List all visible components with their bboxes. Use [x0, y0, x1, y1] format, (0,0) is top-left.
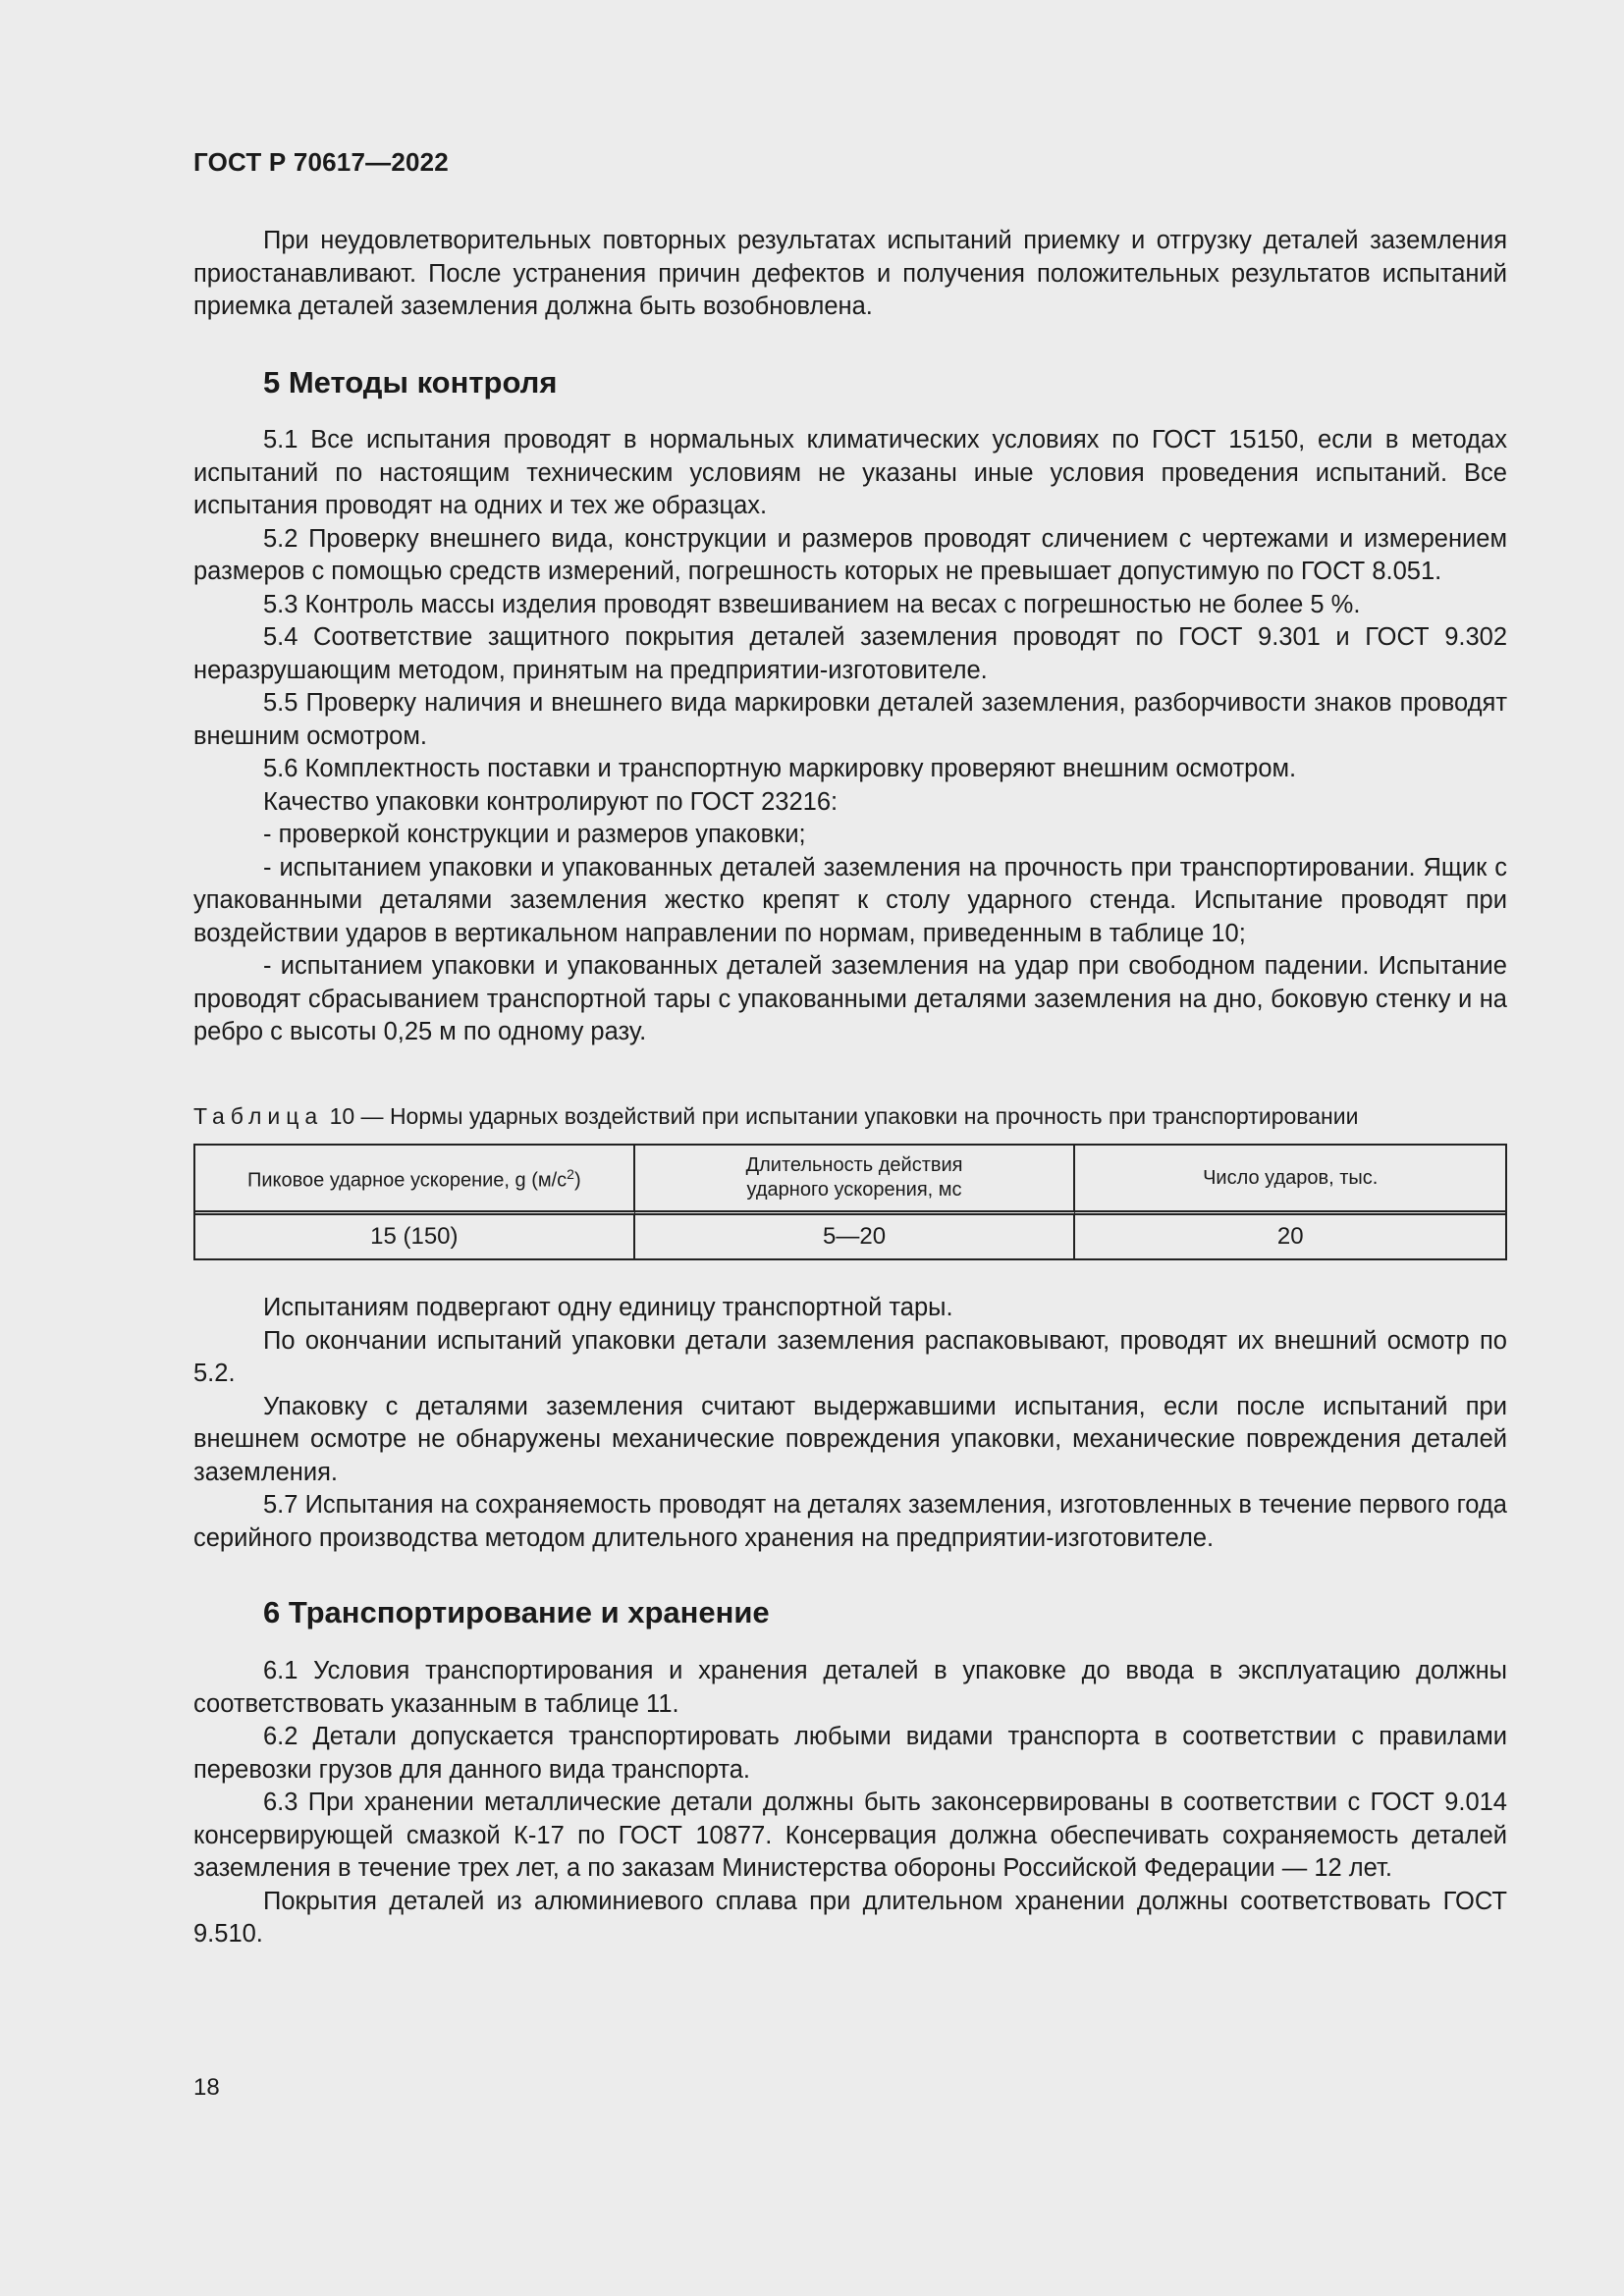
- norms-table-container: [193, 1144, 1507, 1260]
- page-number: 18: [193, 2074, 220, 2101]
- table-header-row: [195, 1146, 1505, 1215]
- list-item-free-fall: - испытанием упаковки и упакованных деталей заземления на удар при свободном падении. Испытание проводят сбрасыванием транспортной тары с упакованными деталями заземления на дно, боковую стенку и на ребро с высоты 0,25 м по одному разу.: [193, 952, 1507, 1045]
- cell-number-of-shocks: 20: [1276, 1223, 1304, 1250]
- paragraph-aluminium-coating: Покрытия деталей из алюминиевого сплава при длительном хранении должны соответствовать ГОСТ 9.510.: [193, 1887, 1507, 1948]
- header-duration: Длительность действия ударного ускорения, мс: [635, 1146, 1076, 1215]
- section-5-body: [193, 424, 1507, 1049]
- table-caption-label: Таблица: [193, 1103, 324, 1129]
- list-item-construction-check: - проверкой конструкции и размеров упаковки;: [263, 821, 806, 848]
- paragraph-5-4: 5.4 Соответствие защитного покрытия деталей заземления проводят по ГОСТ 9.301 и ГОСТ 9.302 неразрушающим методом, принятым на предприятии-изготовителе.: [193, 623, 1507, 684]
- paragraph-5-2: 5.2 Проверку внешнего вида, конструкции и размеров проводят сличением с чертежами и измерением размеров с помощью средств измерений, погрешность которых не превышает допустимую по ГОСТ 8.051.: [193, 524, 1507, 585]
- section-5-title: 5 Методы контроля: [263, 365, 558, 400]
- paragraph-one-unit: Испытаниям подвергают одну единицу транспортной тары.: [263, 1294, 953, 1321]
- section-6-title-block: [193, 1595, 1507, 1630]
- header-peak-acceleration: Пиковое ударное ускорение, g $(м/с^2)$: [195, 1146, 635, 1215]
- paragraph-5-1: 5.1 Все испытания проводят в нормальных климатических условиях по ГОСТ 15150, если в методах испытаний по настоящим техническим условиям не указаны иные условия проведения испытаний. Все испытания проводят на одних и тех же образцах.: [193, 426, 1507, 519]
- intro-block: [193, 225, 1507, 324]
- paragraph-passed-criteria: Упаковку с деталями заземления считают выдержавшими испытания, если после испытаний при внешнем осмотре не обнаружены механические повреждения упаковки, механические повреждения деталей заземления.: [193, 1392, 1507, 1486]
- cell-peak-acceleration: 15 (150): [195, 1215, 635, 1258]
- header-number-of-shocks: Число ударов, тыс.: [1075, 1146, 1505, 1215]
- paragraph-6-1: 6.1 Условия транспортирования и хранения деталей в упаковке до ввода в эксплуатацию должны соответствовать указанным в таблице 11.: [193, 1657, 1507, 1718]
- paragraph-5-5: 5.5 Проверку наличия и внешнего вида маркировки деталей заземления, разборчивости знаков проводят внешним осмотром.: [193, 689, 1507, 750]
- section-6-body: [193, 1655, 1507, 1951]
- table-caption-text: 10 — Нормы ударных воздействий при испытании упаковки на прочность при транспортировании: [323, 1103, 1359, 1129]
- paragraph-5-7: 5.7 Испытания на сохраняемость проводят на деталях заземления, изготовленных в течение первого года серийного производства методом длительного хранения на предприятии-изготовителе.: [193, 1491, 1507, 1552]
- paragraph-6-3: 6.3 При хранении металлические детали должны быть законсервированы в соответствии с ГОСТ 9.014 консервирующей смазкой К-17 по ГОСТ 10877. Консервация должна обеспечивать сохраняемость деталей заземления в течение трех лет, а по заказам Министерства обороны Российской Федерации — 12 лет.: [193, 1789, 1507, 1882]
- cell-duration: 5—20: [635, 1215, 1076, 1258]
- section-6-title: 6 Транспортирование и хранение: [263, 1595, 770, 1629]
- paragraph-6-2: 6.2 Детали допускается транспортировать любыми видами транспорта в соответствии с правилами перевозки грузов для данного вида транспорта.: [193, 1723, 1507, 1784]
- after-table-body: [193, 1292, 1507, 1555]
- paragraph-5-6: 5.6 Комплектность поставки и транспортную маркировку проверяют внешним осмотром.: [263, 755, 1297, 782]
- section-5-title-block: [193, 365, 1507, 400]
- table-row: [195, 1215, 1505, 1258]
- norms-table: [193, 1144, 1507, 1260]
- document-header: ГОСТ Р 70617—2022: [193, 147, 449, 177]
- paragraph-unpacking: По окончании испытаний упаковки детали заземления распаковывают, проводят их внешний осмотр по 5.2.: [193, 1326, 1507, 1387]
- paragraph-5-3: 5.3 Контроль массы изделия проводят взвешиванием на весах с погрешностью не более 5 %.: [263, 590, 1361, 618]
- paragraph-packaging-quality: Качество упаковки контролируют по ГОСТ 23216:: [263, 787, 839, 816]
- list-item-transport-strength: - испытанием упаковки и упакованных деталей заземления на прочность при транспортировании. Ящик с упакованными деталями заземления жестко крепят к столу ударного стенда. Испытание проводят при воздействии ударов в вертикальном направлении по нормам, приведенным в таблице 10;: [193, 853, 1507, 947]
- table-caption: [193, 1101, 1507, 1131]
- intro-paragraph: При неудовлетворительных повторных результатах испытаний приемку и отгрузку деталей заземления приостанавливают. После устранения причин дефектов и получения положительных результатов испытаний приемка деталей заземления должна быть возобновлена.: [193, 227, 1507, 320]
